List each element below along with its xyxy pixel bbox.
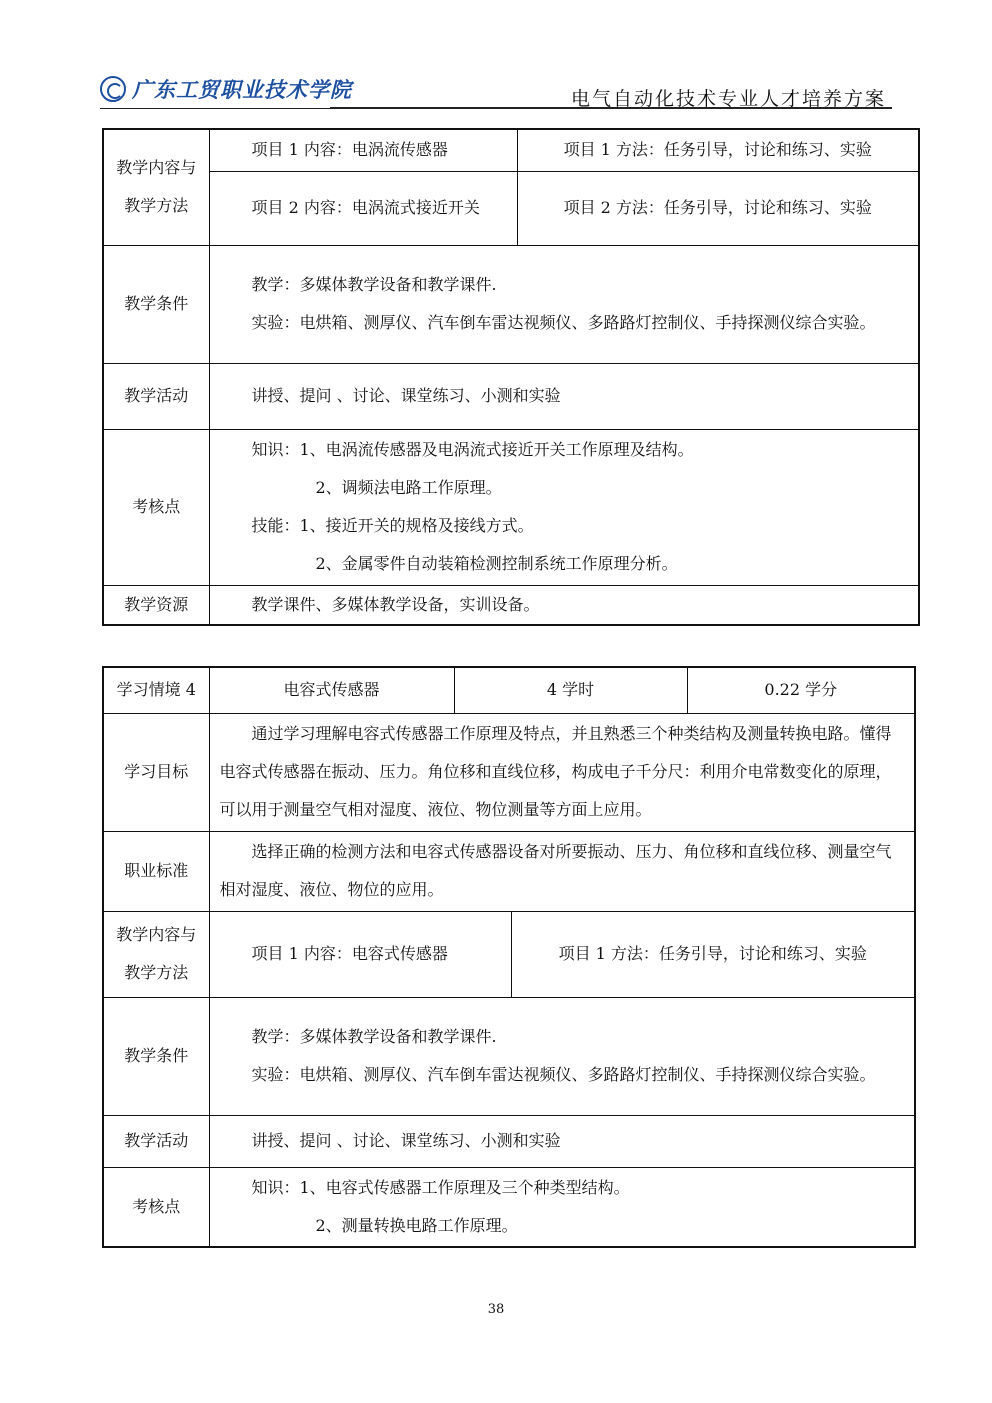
assessment-text: 知识：1、电涡流传感器及电涡流式接近开关工作原理及结构。 2、调频法电路工作原理。 技能：1、接近开关的规格及接线方式。 2、金属零件自动装箱检测控制系统工作原理分析。 xyxy=(209,429,919,585)
goal-text: 通过学习理解电容式传感器工作原理及特点，并且熟悉三个种类结构及测量转换电路。懂得电容式传感器在振动、压力。角位移和直线位移，构成电子千分尺：利用介电常数变化的原理，可以用于测量空气相对湿度、液位、物位测量等方面上应用。 xyxy=(209,713,915,831)
situation-hours: 4 学时 xyxy=(454,667,687,713)
college-name: 广东工贸职业技术学院 xyxy=(132,77,352,102)
situation-name: 电容式传感器 xyxy=(209,667,454,713)
assessment-label: 考核点 xyxy=(103,429,209,585)
situation-credits: 0.22 学分 xyxy=(687,667,915,713)
college-logo xyxy=(100,74,352,104)
content-method-label: 教学内容与 教学方法 xyxy=(103,911,209,997)
college-emblem-icon xyxy=(100,76,126,102)
project-1-content: 项目 1 内容：电容式传感器 xyxy=(209,911,511,997)
conditions-text: 教学：多媒体教学设备和教学课件. 实验：电烘箱、测厚仪、汽车倒车雷达视频仪、多路路灯控制仪、手持探测仪综合实验。 xyxy=(209,997,915,1115)
project-1-content: 项目 1 内容：电涡流传感器 xyxy=(209,129,517,171)
conditions-label: 教学条件 xyxy=(103,997,209,1115)
situation-4-table xyxy=(102,666,916,1248)
standard-text: 选择正确的检测方法和电容式传感器设备对所要振动、压力、角位移和直线位移、测量空气相对湿度、液位、物位的应用。 xyxy=(209,831,915,911)
assessment-label: 考核点 xyxy=(103,1167,209,1247)
project-1-method: 项目 1 方法：任务引导，讨论和练习、实验 xyxy=(511,911,915,997)
content-method-label: 教学内容与 教学方法 xyxy=(103,129,209,245)
conditions-text: 教学：多媒体教学设备和教学课件. 实验：电烘箱、测厚仪、汽车倒车雷达视频仪、多路路灯控制仪、手持探测仪综合实验。 xyxy=(209,245,919,363)
resources-label: 教学资源 xyxy=(103,585,209,625)
situation-3-table xyxy=(102,128,920,626)
page-number: 38 xyxy=(487,1302,505,1317)
header-rule-bold xyxy=(330,107,892,109)
activity-text: 讲授、提问 、讨论、课堂练习、小测和实验 xyxy=(209,363,919,429)
document-title: 电气自动化技术专业人才培养方案 xyxy=(570,88,886,110)
situation-label: 学习情境 4 xyxy=(103,667,209,713)
assessment-text: 知识：1、电容式传感器工作原理及三个种类型结构。 2、测量转换电路工作原理。 xyxy=(209,1167,915,1247)
page-header xyxy=(100,70,892,110)
standard-label: 职业标准 xyxy=(103,831,209,911)
activity-label: 教学活动 xyxy=(103,363,209,429)
activity-label: 教学活动 xyxy=(103,1115,209,1167)
project-2-method: 项目 2 方法：任务引导，讨论和练习、实验 xyxy=(517,171,919,245)
resources-text: 教学课件、多媒体教学设备，实训设备。 xyxy=(209,585,919,625)
project-1-method: 项目 1 方法：任务引导，讨论和练习、实验 xyxy=(517,129,919,171)
conditions-label: 教学条件 xyxy=(103,245,209,363)
goal-label: 学习目标 xyxy=(103,713,209,831)
project-2-content: 项目 2 内容：电涡流式接近开关 xyxy=(209,171,517,245)
activity-text: 讲授、提问 、讨论、课堂练习、小测和实验 xyxy=(209,1115,915,1167)
